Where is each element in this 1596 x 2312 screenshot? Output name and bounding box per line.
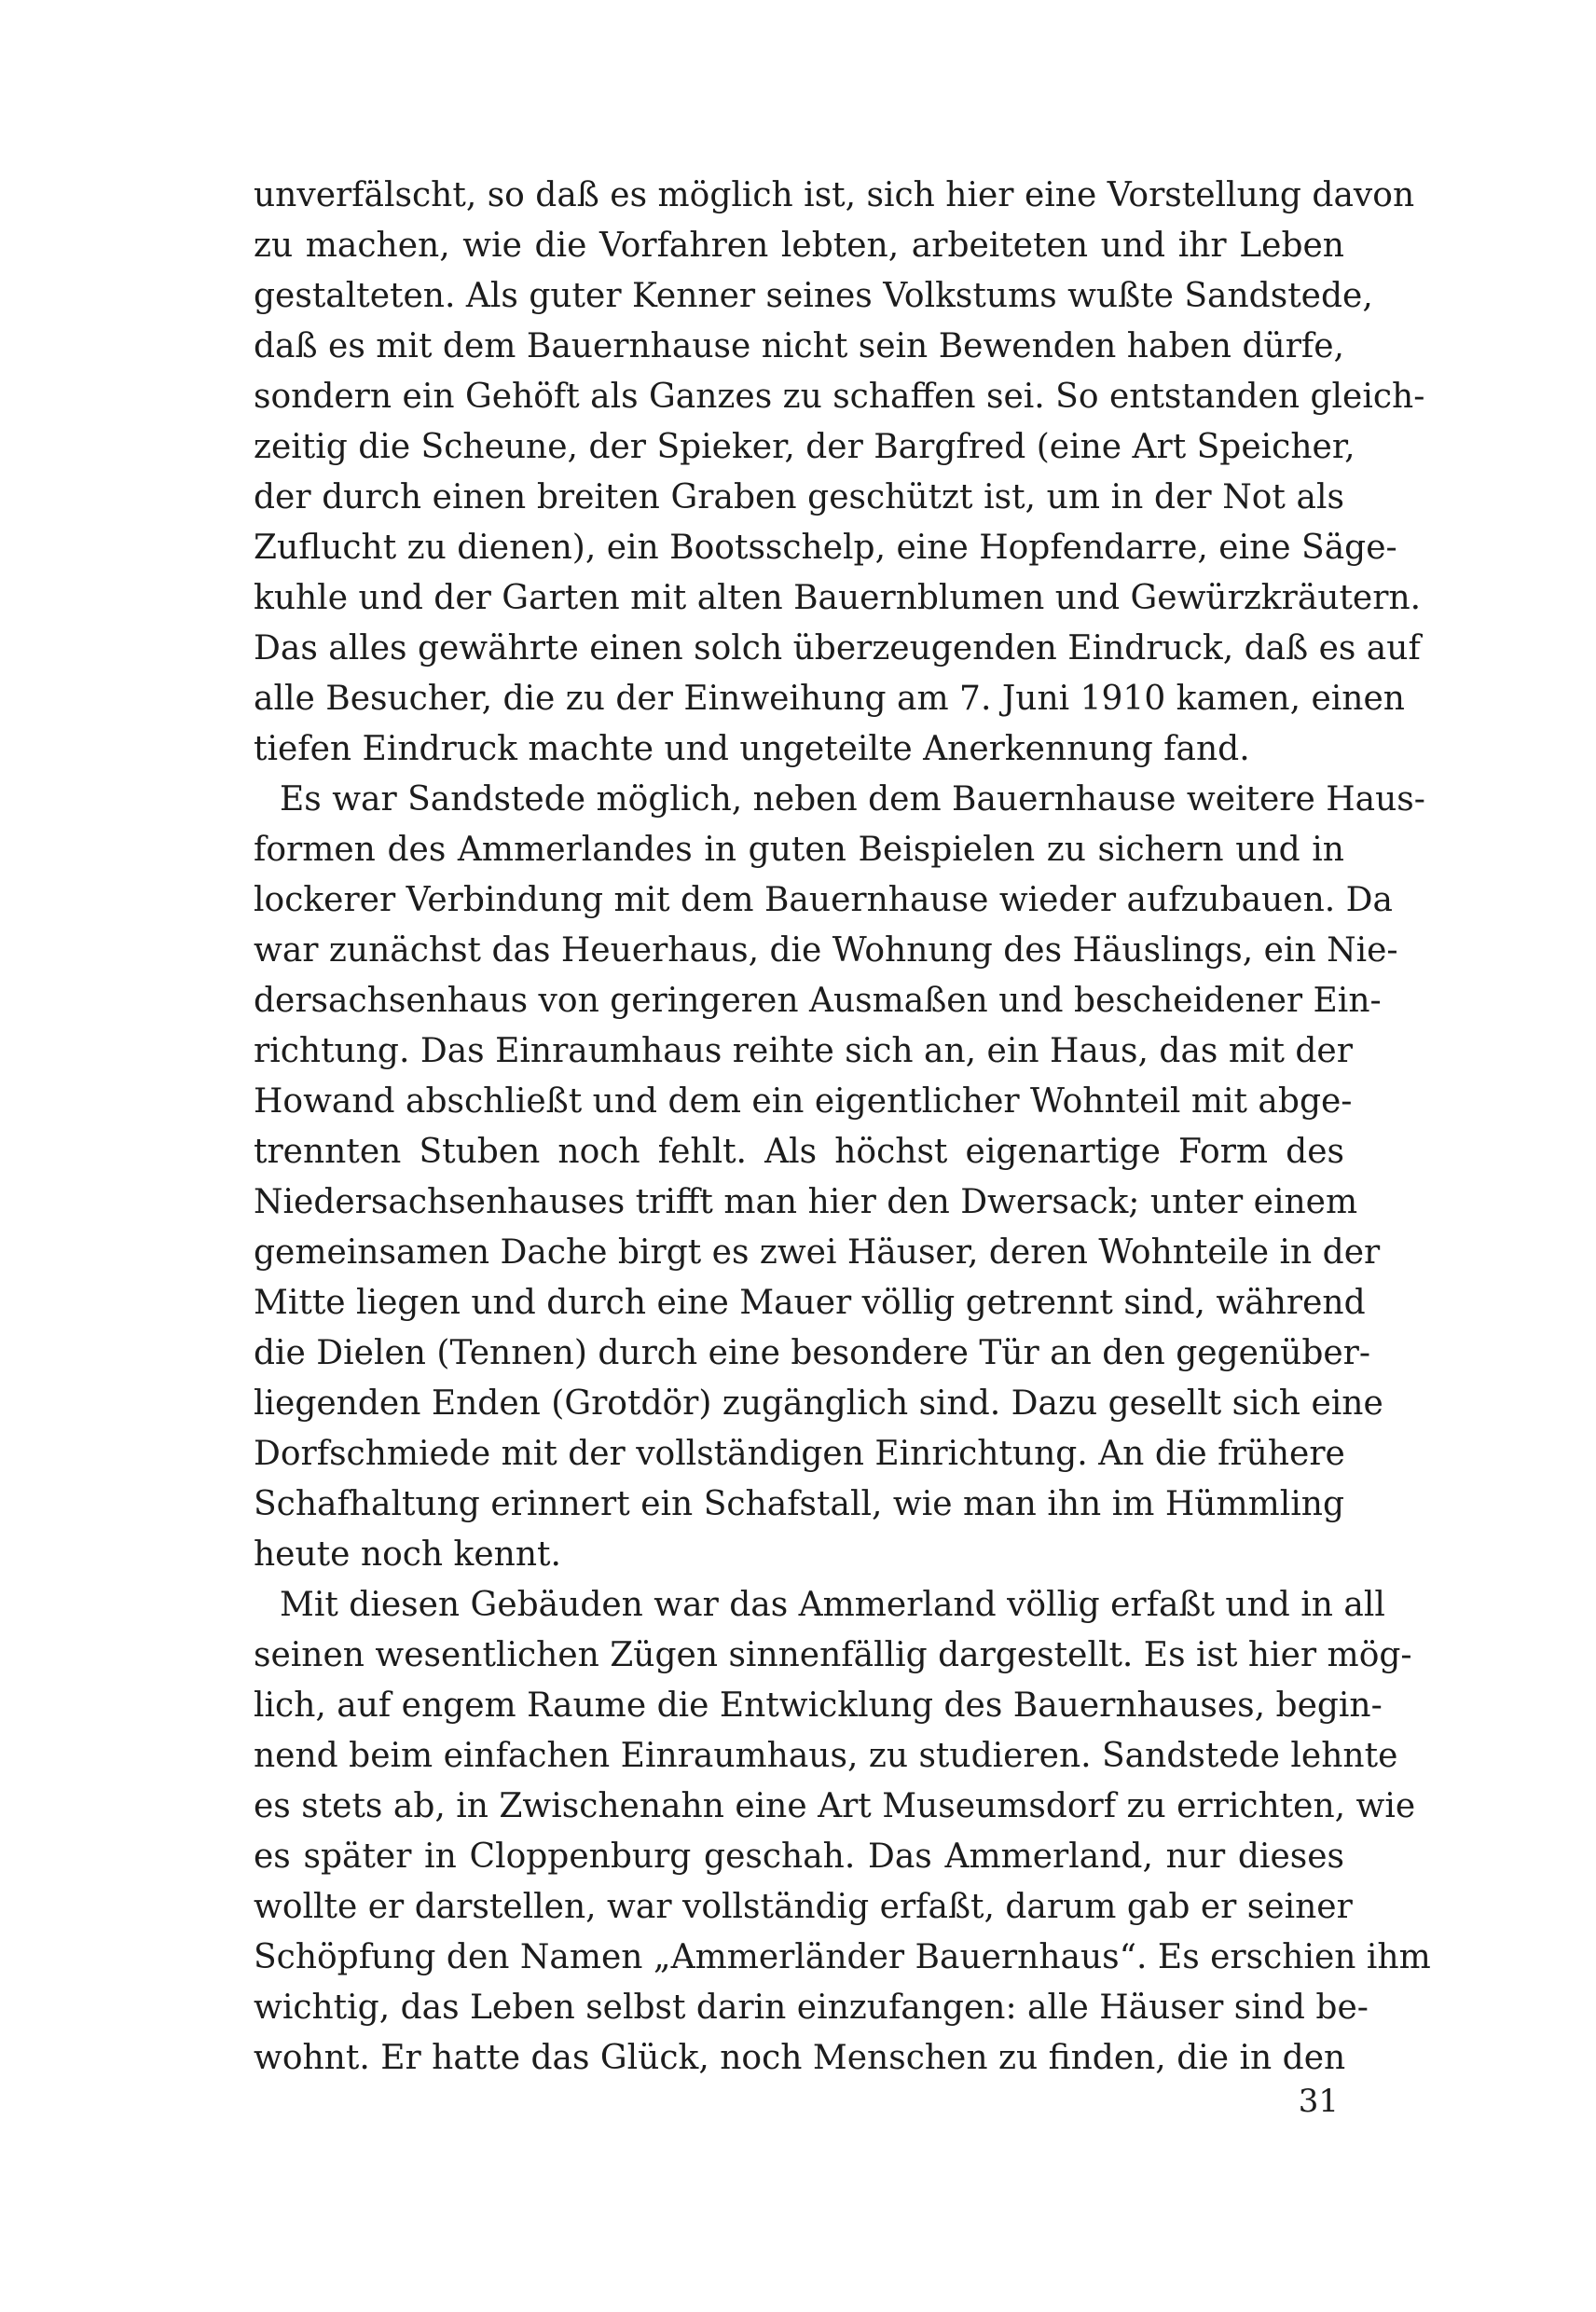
text-line: wohnt. Er hatte das Glück, noch Menschen zu finden, die in den (254, 2039, 1346, 2077)
text-line: wollte er darstellen, war vollständig erfaßt, darum gab er seiner (254, 1888, 1353, 1926)
text-line: Schöpfung den Namen „Ammerländer Bauernhaus“. Es erschien ihm (254, 1938, 1431, 1976)
text-line: war zunächst das Heuerhaus, die Wohnung des Häuslings, ein Nie- (254, 931, 1398, 970)
text-line: lockerer Verbindung mit dem Bauernhause wieder aufzubauen. Da (254, 881, 1393, 919)
text-line: Mitte liegen und durch eine Mauer völlig getrennt sind, während (254, 1284, 1366, 1322)
text-line: Zuflucht zu dienen), ein Bootsschelp, eine Hopfendarre, eine Säge- (254, 529, 1397, 567)
text-line: Dorfschmiede mit der vollständigen Einrichtung. An die frühere (254, 1435, 1345, 1473)
text-line: Das alles gewährte einen solch überzeugenden Eindruck, daß es auf (254, 629, 1421, 667)
text-line: unverfälscht, so daß es möglich ist, sich hier eine Vorstellung davon (254, 176, 1415, 214)
text-line: gestalteten. Als guter Kenner seines Volkstums wußte Sandstede, (254, 277, 1373, 315)
text-line: kuhle und der Garten mit alten Bauernblumen und Gewürzkräutern. (254, 579, 1422, 617)
text-line: richtung. Das Einraumhaus reihte sich an, ein Haus, das mit der (254, 1032, 1353, 1070)
text-line: Howand abschließt und dem ein eigentlicher Wohnteil mit abge- (254, 1082, 1353, 1121)
text-line: formen des Ammerlandes in guten Beispielen zu sichern und in (254, 831, 1344, 869)
paragraph-first-line: Es war Sandstede möglich, neben dem Bauernhause weitere Haus- (280, 780, 1425, 819)
text-line: Schafhaltung erinnert ein Schafstall, wie man ihn im Hümmling (254, 1485, 1344, 1523)
page-number: 31 (1298, 2083, 1339, 2120)
text-line: sondern ein Gehöft als Ganzes zu schaffen sei. So entstanden gleich- (254, 378, 1425, 416)
text-line: es stets ab, in Zwischenahn eine Art Museumsdorf zu errichten, wie (254, 1787, 1416, 1825)
text-line: heute noch kennt. (254, 1535, 561, 1574)
text-line: gemeinsamen Dache birgt es zwei Häuser, deren Wohnteile in der (254, 1233, 1381, 1272)
text-line: Niedersachsenhauses trifft man hier den Dwersack; unter einem (254, 1183, 1358, 1221)
text-line: der durch einen breiten Graben geschützt ist, um in der Not als (254, 478, 1344, 516)
text-line: die Dielen (Tennen) durch eine besondere Tür an den gegenüber- (254, 1334, 1371, 1372)
text-line: seinen wesentlichen Zügen sinnenfällig dargestellt. Es ist hier mög- (254, 1636, 1412, 1674)
paragraph-first-line: Mit diesen Gebäuden war das Ammerland völlig erfaßt und in all (280, 1586, 1385, 1624)
text-line: liegenden Enden (Grotdör) zugänglich sind. Dazu gesellt sich eine (254, 1384, 1383, 1423)
text-line: daß es mit dem Bauernhause nicht sein Bewenden haben dürfe, (254, 327, 1344, 365)
text-line: wichtig, das Leben selbst darin einzufangen: alle Häuser sind be- (254, 1989, 1369, 2027)
text-line: alle Besucher, die zu der Einweihung am 7. Juni 1910 kamen, einen (254, 680, 1405, 718)
text-line: tiefen Eindruck machte und ungeteilte Anerkennung fand. (254, 730, 1250, 768)
text-line: trennten Stuben noch fehlt. Als höchst eigenartige Form des (254, 1133, 1344, 1171)
text-line: es später in Cloppenburg geschah. Das Ammerland, nur dieses (254, 1837, 1344, 1876)
text-line: lich, auf engem Raume die Entwicklung des Bauernhauses, begin- (254, 1686, 1383, 1725)
text-line: zeitig die Scheune, der Spieker, der Bargfred (eine Art Speicher, (254, 428, 1355, 466)
text-line: zu machen, wie die Vorfahren lebten, arbeiteten und ihr Leben (254, 227, 1344, 265)
text-line: nend beim einfachen Einraumhaus, zu studieren. Sandstede lehnte (254, 1737, 1398, 1775)
text-line: dersachsenhaus von geringeren Ausmaßen und bescheidener Ein- (254, 982, 1382, 1020)
